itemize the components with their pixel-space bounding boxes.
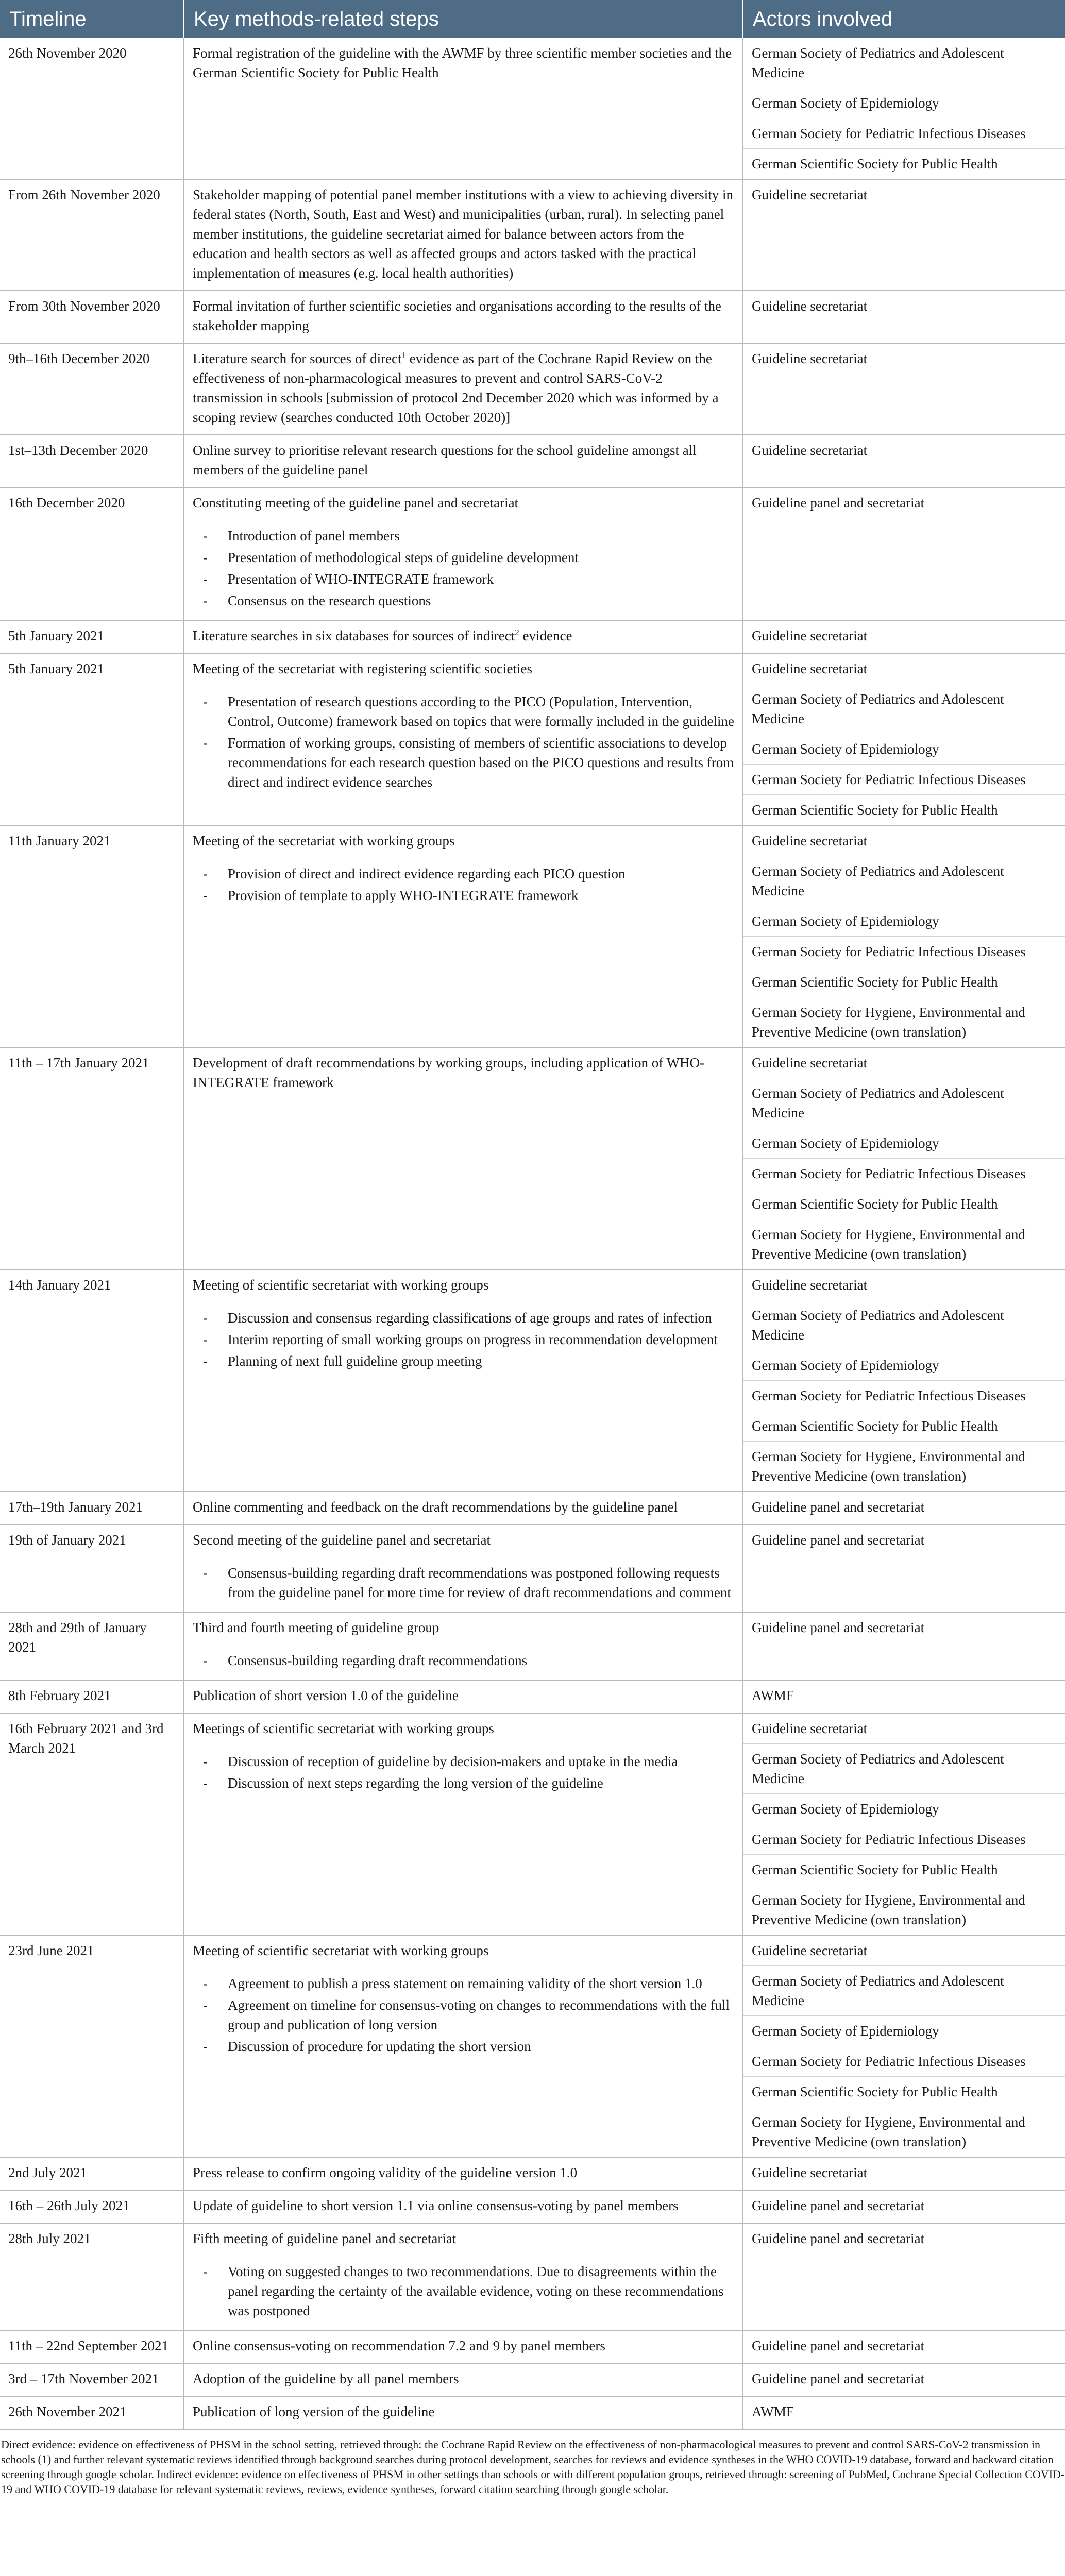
- actor-entry: Guideline panel and secretariat: [752, 1499, 925, 1515]
- step-description: Publication of short version 1.0 of the guideline: [193, 1688, 459, 1703]
- step-cell: [184, 343, 743, 435]
- actor-entry: German Society of Pediatrics and Adolescent Medicine: [743, 1078, 1065, 1128]
- actor-entry: Guideline secretariat: [752, 298, 868, 314]
- actors-cell: [743, 179, 1065, 291]
- step-bullet: - Presentation of WHO-INTEGRATE framework: [193, 569, 734, 589]
- step-cell: [184, 1524, 743, 1612]
- table-row: [0, 1713, 1065, 1935]
- actor-entry: German Society of Pediatrics and Adolescent Medicine: [743, 684, 1065, 734]
- table-row: [0, 2330, 1065, 2363]
- step-cell: [184, 2223, 743, 2330]
- step-content: [184, 1936, 742, 2065]
- actor-entry: German Society of Epidemiology: [743, 2016, 1065, 2046]
- step-content: [184, 2224, 742, 2330]
- step-bullet: - Agreement on timeline for consensus-voting on changes to recommendations with the full group and publication of long version: [193, 1995, 734, 2035]
- actors-cell: [743, 2157, 1065, 2190]
- step-description: [193, 626, 734, 646]
- actor-entry: Guideline secretariat: [743, 1936, 1065, 1966]
- table-row: [0, 1047, 1065, 1269]
- actors-cell: [743, 2223, 1065, 2330]
- step-description: Adoption of the guideline by all panel members: [193, 2371, 459, 2386]
- timeline-text: 23rd June 2021: [8, 1943, 94, 1958]
- step-bullet: - Discussion and consensus regarding classifications of age groups and rates of infection: [193, 1308, 734, 1328]
- actor-entry: German Scientific Society for Public Health: [743, 967, 1065, 997]
- timeline-cell: [0, 435, 184, 487]
- step-content: [184, 344, 742, 434]
- table-row: [0, 1612, 1065, 1680]
- timeline-text: 19th of January 2021: [8, 1532, 126, 1548]
- actor-entry: German Society for Hygiene, Environmental and Preventive Medicine (own translation): [752, 2114, 1025, 2149]
- step-content: [184, 2397, 742, 2429]
- timeline-cell: [0, 653, 184, 825]
- timeline-text: 16th February 2021 and 3rd March 2021: [8, 1721, 164, 1756]
- step-content: [184, 1525, 742, 1612]
- timeline-cell: [0, 487, 184, 620]
- actor-entry: German Society of Epidemiology: [743, 734, 1065, 765]
- step-bullet: - Provision of template to apply WHO-INTEGRATE framework: [193, 886, 734, 905]
- actor-entry: German Scientific Society for Public Health: [743, 1411, 1065, 1442]
- actors-cell: [743, 343, 1065, 435]
- table-row: [0, 2396, 1065, 2429]
- header-steps: Key methods-related steps: [184, 0, 743, 38]
- actor-entry: Guideline secretariat: [752, 2165, 868, 2180]
- actor-entry: Guideline secretariat: [752, 187, 868, 202]
- actor-entry: German Society for Pediatric Infectious Diseases: [743, 1381, 1065, 1411]
- step-description: Formal registration of the guideline with the AWMF by three scientific member societies and the German Scientific Society for Public Health: [193, 45, 732, 80]
- step-content: [184, 1048, 742, 1099]
- step-cell: [184, 653, 743, 825]
- table-row: [0, 38, 1065, 179]
- timeline-text: 26th November 2021: [8, 2404, 127, 2419]
- step-cell: [184, 1492, 743, 1524]
- actor-entry: German Society of Epidemiology: [743, 1794, 1065, 1824]
- header-row: [0, 0, 1065, 38]
- timeline-text: 14th January 2021: [8, 1277, 111, 1293]
- step-cell: [184, 1269, 743, 1492]
- actors-cell: [743, 1713, 1065, 1935]
- step-description: [193, 349, 734, 427]
- actors-cell: [743, 653, 1065, 825]
- step-description: Press release to confirm ongoing validity of the guideline version 1.0: [193, 2165, 578, 2180]
- step-cell: [184, 38, 743, 179]
- actor-entry: Guideline secretariat: [743, 1714, 1065, 1744]
- step-content: [184, 38, 742, 90]
- step-bullets: [193, 1974, 734, 2056]
- timeline-cell: [0, 179, 184, 291]
- table-row: [0, 653, 1065, 825]
- step-text: Literature searches in six databases for sources of indirect: [193, 628, 515, 643]
- step-content: [184, 1613, 742, 1680]
- table-row: [0, 291, 1065, 343]
- actor-entry: Guideline secretariat: [743, 1270, 1065, 1300]
- actors-cell: [743, 2190, 1065, 2223]
- footnote-marker: 1: [401, 350, 407, 360]
- step-content: [184, 621, 742, 653]
- step-cell: [184, 435, 743, 487]
- actor-entry: German Society of Pediatrics and Adolescent Medicine: [743, 1300, 1065, 1350]
- actor-entry: German Scientific Society for Public Health: [743, 2077, 1065, 2107]
- timeline-cell: [0, 343, 184, 435]
- timeline-cell: [0, 2330, 184, 2363]
- step-content: [184, 2158, 742, 2190]
- step-cell: [184, 1047, 743, 1269]
- actor-entry: German Society for Pediatric Infectious Diseases: [743, 1159, 1065, 1189]
- table-row: [0, 2157, 1065, 2190]
- timeline-text: 5th January 2021: [8, 661, 104, 676]
- step-cell: [184, 1680, 743, 1713]
- actors-cell: [743, 2396, 1065, 2429]
- step-bullet: - Consensus-building regarding draft recommendations was postponed following requests from the guideline panel for more time for review of draft recommendations and comment: [193, 1563, 734, 1602]
- step-text: Literature search for sources of direct: [193, 351, 402, 366]
- step-content: [184, 1492, 742, 1524]
- step-content: [184, 291, 742, 343]
- timeline-text: 28th and 29th of January 2021: [8, 1620, 147, 1655]
- timeline-text: 9th–16th December 2020: [8, 351, 150, 366]
- table-row: [0, 1680, 1065, 1713]
- actors-cell: [743, 2330, 1065, 2363]
- step-cell: [184, 487, 743, 620]
- step-content: [184, 2364, 742, 2396]
- actor-entry: German Society for Hygiene, Environmental and Preventive Medicine (own translation): [752, 1892, 1025, 1927]
- actors-cell: [743, 620, 1065, 653]
- step-description: Second meeting of the guideline panel and secretariat: [193, 1532, 491, 1548]
- step-bullet: - Voting on suggested changes to two recommendations. Due to disagreements within the panel regarding the certainty of the available evidence, voting on these recommendations was postponed: [193, 2262, 734, 2320]
- actor-entry: Guideline panel and secretariat: [752, 2231, 925, 2246]
- step-cell: [184, 291, 743, 343]
- step-description: Fifth meeting of guideline panel and secretariat: [193, 2231, 457, 2246]
- timeline-cell: [0, 38, 184, 179]
- step-cell: [184, 2190, 743, 2223]
- step-text: evidence as part of the Cochrane Rapid Review on the effectiveness of non-pharmacological measures to prevent and control SARS-CoV-2 transmission in schools [submission of protocol 2nd December 2020 which was informed by a scoping review (searches conducted 10th October 2020)]: [193, 351, 719, 425]
- step-description: Constituting meeting of the guideline panel and secretariat: [193, 495, 519, 511]
- table-row: [0, 179, 1065, 291]
- step-content: [184, 2331, 742, 2363]
- actor-entry: German Society for Pediatric Infectious Diseases: [743, 118, 1065, 149]
- table-row: [0, 825, 1065, 1047]
- timeline-cell: [0, 2190, 184, 2223]
- step-cell: [184, 825, 743, 1047]
- actor-entry: German Society for Pediatric Infectious Diseases: [743, 765, 1065, 795]
- timeline-text: 3rd – 17th November 2021: [8, 2371, 159, 2386]
- actor-entry: German Society for Pediatric Infectious Diseases: [743, 1824, 1065, 1855]
- step-cell: [184, 1612, 743, 1680]
- table-row: [0, 2190, 1065, 2223]
- step-content: [184, 1270, 742, 1380]
- step-bullets: [193, 1752, 734, 1793]
- actors-cell: [743, 435, 1065, 487]
- step-bullet: - Presentation of methodological steps of guideline development: [193, 548, 734, 567]
- actor-entry: Guideline secretariat: [752, 351, 868, 366]
- step-text: evidence: [519, 628, 572, 643]
- step-description: Online consensus-voting on recommendation 7.2 and 9 by panel members: [193, 2338, 605, 2353]
- actor-entry: Guideline panel and secretariat: [752, 2371, 925, 2386]
- step-bullets: [193, 1308, 734, 1371]
- actors-cell: [743, 2363, 1065, 2396]
- step-content: [184, 2191, 742, 2223]
- step-description: Update of guideline to short version 1.1 via online consensus-voting by panel members: [193, 2198, 679, 2213]
- actor-entry: Guideline panel and secretariat: [752, 2198, 925, 2213]
- table-row: [0, 1492, 1065, 1524]
- step-content: [184, 1681, 742, 1713]
- step-content: [184, 435, 742, 487]
- step-content: [184, 180, 742, 290]
- actors-cell: [743, 291, 1065, 343]
- step-bullet: - Introduction of panel members: [193, 526, 734, 546]
- actor-entry: AWMF: [752, 1688, 794, 1703]
- actor-entry: AWMF: [752, 2404, 794, 2419]
- actor-entry: Guideline secretariat: [752, 628, 868, 643]
- timeline-cell: [0, 1492, 184, 1524]
- actor-entry: German Society of Pediatrics and Adolescent Medicine: [743, 1966, 1065, 2016]
- timeline-text: From 26th November 2020: [8, 187, 160, 202]
- step-cell: [184, 179, 743, 291]
- step-description: Stakeholder mapping of potential panel member institutions with a view to achieving diversity in federal states (North, South, East and West) and municipalities (urban, rural). In selecting panel member institutions, the guideline secretariat aimed for balance between actors from the education and health sectors as well as affected groups and actors tasked with the practical implementation of measures (e.g. local health authorities): [193, 187, 734, 281]
- step-description: Meeting of scientific secretariat with working groups: [193, 1277, 489, 1293]
- step-description: Publication of long version of the guideline: [193, 2404, 435, 2419]
- step-description: Online survey to prioritise relevant research questions for the school guideline amongst all members of the guideline panel: [193, 443, 697, 478]
- timeline-text: 8th February 2021: [8, 1688, 111, 1703]
- header-timeline: Timeline: [0, 0, 184, 38]
- step-bullet: - Consensus on the research questions: [193, 591, 734, 611]
- step-cell: [184, 2363, 743, 2396]
- timeline-text: 17th–19th January 2021: [8, 1499, 143, 1515]
- step-bullet: - Provision of direct and indirect evidence regarding each PICO question: [193, 864, 734, 884]
- step-bullets: [193, 2262, 734, 2320]
- step-description: Online commenting and feedback on the draft recommendations by the guideline panel: [193, 1499, 678, 1515]
- actor-entry: German Society of Epidemiology: [743, 1350, 1065, 1381]
- actor-entry: German Society for Pediatric Infectious Diseases: [743, 2046, 1065, 2077]
- table-row: [0, 2223, 1065, 2330]
- timeline-text: From 30th November 2020: [8, 298, 160, 314]
- timeline-text: 1st–13th December 2020: [8, 443, 148, 458]
- actor-entry: German Society for Hygiene, Environmental and Preventive Medicine (own translation): [752, 1227, 1025, 1262]
- actor-entry: German Society for Hygiene, Environmental and Preventive Medicine (own translation): [752, 1449, 1025, 1484]
- step-bullet: - Discussion of procedure for updating the short version: [193, 2037, 734, 2056]
- step-bullets: [193, 864, 734, 905]
- actors-cell: [743, 1492, 1065, 1524]
- step-cell: [184, 620, 743, 653]
- timeline-cell: [0, 1935, 184, 2157]
- timeline-text: 5th January 2021: [8, 628, 104, 643]
- actor-entry: German Scientific Society for Public Health: [743, 1855, 1065, 1885]
- actors-cell: [743, 487, 1065, 620]
- step-bullet: - Presentation of research questions according to the PICO (Population, Intervention, Control, Outcome) framework based on topics that were formally included in the guideline: [193, 692, 734, 731]
- step-bullets: [193, 1651, 734, 1670]
- timeline-text: 11th January 2021: [8, 833, 111, 849]
- step-content: [184, 1714, 742, 1802]
- actors-cell: [743, 38, 1065, 179]
- step-bullets: [193, 1563, 734, 1602]
- actors-cell: [743, 1047, 1065, 1269]
- step-cell: [184, 1935, 743, 2157]
- step-description: Meeting of scientific secretariat with working groups: [193, 1943, 489, 1958]
- step-bullet: - Consensus-building regarding draft recommendations: [193, 1651, 734, 1670]
- table-row: [0, 620, 1065, 653]
- actor-entry: Guideline panel and secretariat: [752, 495, 925, 511]
- actor-entry: German Society for Hygiene, Environmental and Preventive Medicine (own translation): [752, 1005, 1025, 1040]
- timeline-cell: [0, 825, 184, 1047]
- step-bullet: - Discussion of reception of guideline by decision-makers and uptake in the media: [193, 1752, 734, 1771]
- timeline-text: 28th July 2021: [8, 2231, 91, 2246]
- step-description: Formal invitation of further scientific societies and organisations according to the results of the stakeholder mapping: [193, 298, 721, 333]
- timeline-text: 11th – 22nd September 2021: [8, 2338, 168, 2353]
- footnote-marker: 2: [515, 628, 519, 637]
- table-row: [0, 1524, 1065, 1612]
- actors-cell: [743, 1935, 1065, 2157]
- footnote: Direct evidence: evidence on effectiveness of PHSM in the school setting, retrieved through: the Cochrane Rapid Review on the effectiveness of non-pharmacological measures to prevent and control SARS-CoV-2 transmission in schools (1) and further relevant systematic reviews identified through background searches during protocol development, searches for reviews and evidence syntheses in the WHO COVID-19 database, forward and backward citation screening through google scholar. Indirect evidence: evidence on effectiveness of PHSM in other settings than schools or with different population groups, retrieved through: screening of PubMed, Cochrane Special Collection COVID-19 and WHO COVID-19 database for relevant systematic reviews, reviews, evidence syntheses, forward citation searching through google scholar.: [1, 2438, 1065, 2496]
- table-row: [0, 1269, 1065, 1492]
- step-cell: [184, 1713, 743, 1935]
- actor-entry: Guideline secretariat: [743, 654, 1065, 684]
- timeline-text: 2nd July 2021: [8, 2165, 88, 2180]
- timeline-cell: [0, 1269, 184, 1492]
- header-actors: Actors involved: [743, 0, 1065, 38]
- step-bullet: - Interim reporting of small working groups on progress in recommendation development: [193, 1330, 734, 1349]
- timeline-cell: [0, 1680, 184, 1713]
- actor-entry: German Society of Epidemiology: [743, 1128, 1065, 1159]
- actor-entry: German Society of Pediatrics and Adolescent Medicine: [743, 1744, 1065, 1794]
- step-cell: [184, 2330, 743, 2363]
- step-description: Third and fourth meeting of guideline group: [193, 1620, 439, 1635]
- step-bullets: [193, 526, 734, 611]
- step-cell: [184, 2396, 743, 2429]
- actor-entry: Guideline panel and secretariat: [752, 1532, 925, 1548]
- step-bullet: - Discussion of next steps regarding the long version of the guideline: [193, 1773, 734, 1793]
- step-bullet: - Agreement to publish a press statement on remaining validity of the short version 1.0: [193, 1974, 734, 1993]
- actors-cell: [743, 1524, 1065, 1612]
- step-description: Development of draft recommendations by working groups, including application of WHO-INTEGRATE framework: [193, 1055, 705, 1090]
- actor-entry: Guideline secretariat: [752, 443, 868, 458]
- timeline-text: 11th – 17th January 2021: [8, 1055, 149, 1071]
- actor-entry: German Society of Epidemiology: [743, 906, 1065, 937]
- actors-cell: [743, 1612, 1065, 1680]
- actor-entry: German Society of Pediatrics and Adolescent Medicine: [743, 38, 1065, 88]
- timeline-cell: [0, 2363, 184, 2396]
- table-row: [0, 487, 1065, 620]
- timeline-cell: [0, 2223, 184, 2330]
- step-content: [184, 654, 742, 801]
- actor-entry: Guideline secretariat: [743, 1048, 1065, 1078]
- timeline-cell: [0, 1612, 184, 1680]
- timeline-cell: [0, 620, 184, 653]
- table-body: [0, 38, 1065, 2429]
- step-bullet: - Formation of working groups, consisting of members of scientific associations to develop recommendations for each research question based on the PICO questions and results from direct and indirect evidence searches: [193, 733, 734, 792]
- timeline-cell: [0, 2157, 184, 2190]
- actor-entry: German Scientific Society for Public Health: [752, 156, 998, 172]
- step-description: Meeting of the secretariat with registering scientific societies: [193, 661, 533, 676]
- step-description: Meeting of the secretariat with working groups: [193, 833, 455, 849]
- table-row: [0, 2363, 1065, 2396]
- timeline-cell: [0, 1524, 184, 1612]
- actors-cell: [743, 1269, 1065, 1492]
- actor-entry: German Scientific Society for Public Health: [752, 802, 998, 818]
- table-row: [0, 343, 1065, 435]
- timeline-text: 26th November 2020: [8, 45, 127, 61]
- timeline-cell: [0, 1713, 184, 1935]
- step-cell: [184, 2157, 743, 2190]
- step-content: [184, 488, 742, 620]
- actor-entry: Guideline panel and secretariat: [752, 2338, 925, 2353]
- timeline-text: 16th December 2020: [8, 495, 125, 511]
- step-bullet: - Planning of next full guideline group meeting: [193, 1351, 734, 1371]
- table-row: [0, 435, 1065, 487]
- actor-entry: German Society for Pediatric Infectious Diseases: [743, 937, 1065, 967]
- actor-entry: Guideline panel and secretariat: [752, 1620, 925, 1635]
- actor-entry: German Society of Epidemiology: [743, 88, 1065, 118]
- timeline-cell: [0, 291, 184, 343]
- timeline-cell: [0, 1047, 184, 1269]
- actor-entry: Guideline secretariat: [743, 826, 1065, 856]
- timeline-cell: [0, 2396, 184, 2429]
- actors-cell: [743, 825, 1065, 1047]
- step-content: [184, 826, 742, 914]
- actors-cell: [743, 1680, 1065, 1713]
- step-bullets: [193, 692, 734, 792]
- actor-entry: German Scientific Society for Public Health: [743, 1189, 1065, 1219]
- actor-entry: German Society of Pediatrics and Adolescent Medicine: [743, 856, 1065, 906]
- table-row: [0, 1935, 1065, 2157]
- timeline-text: 16th – 26th July 2021: [8, 2198, 130, 2213]
- step-description: Meetings of scientific secretariat with working groups: [193, 1721, 494, 1736]
